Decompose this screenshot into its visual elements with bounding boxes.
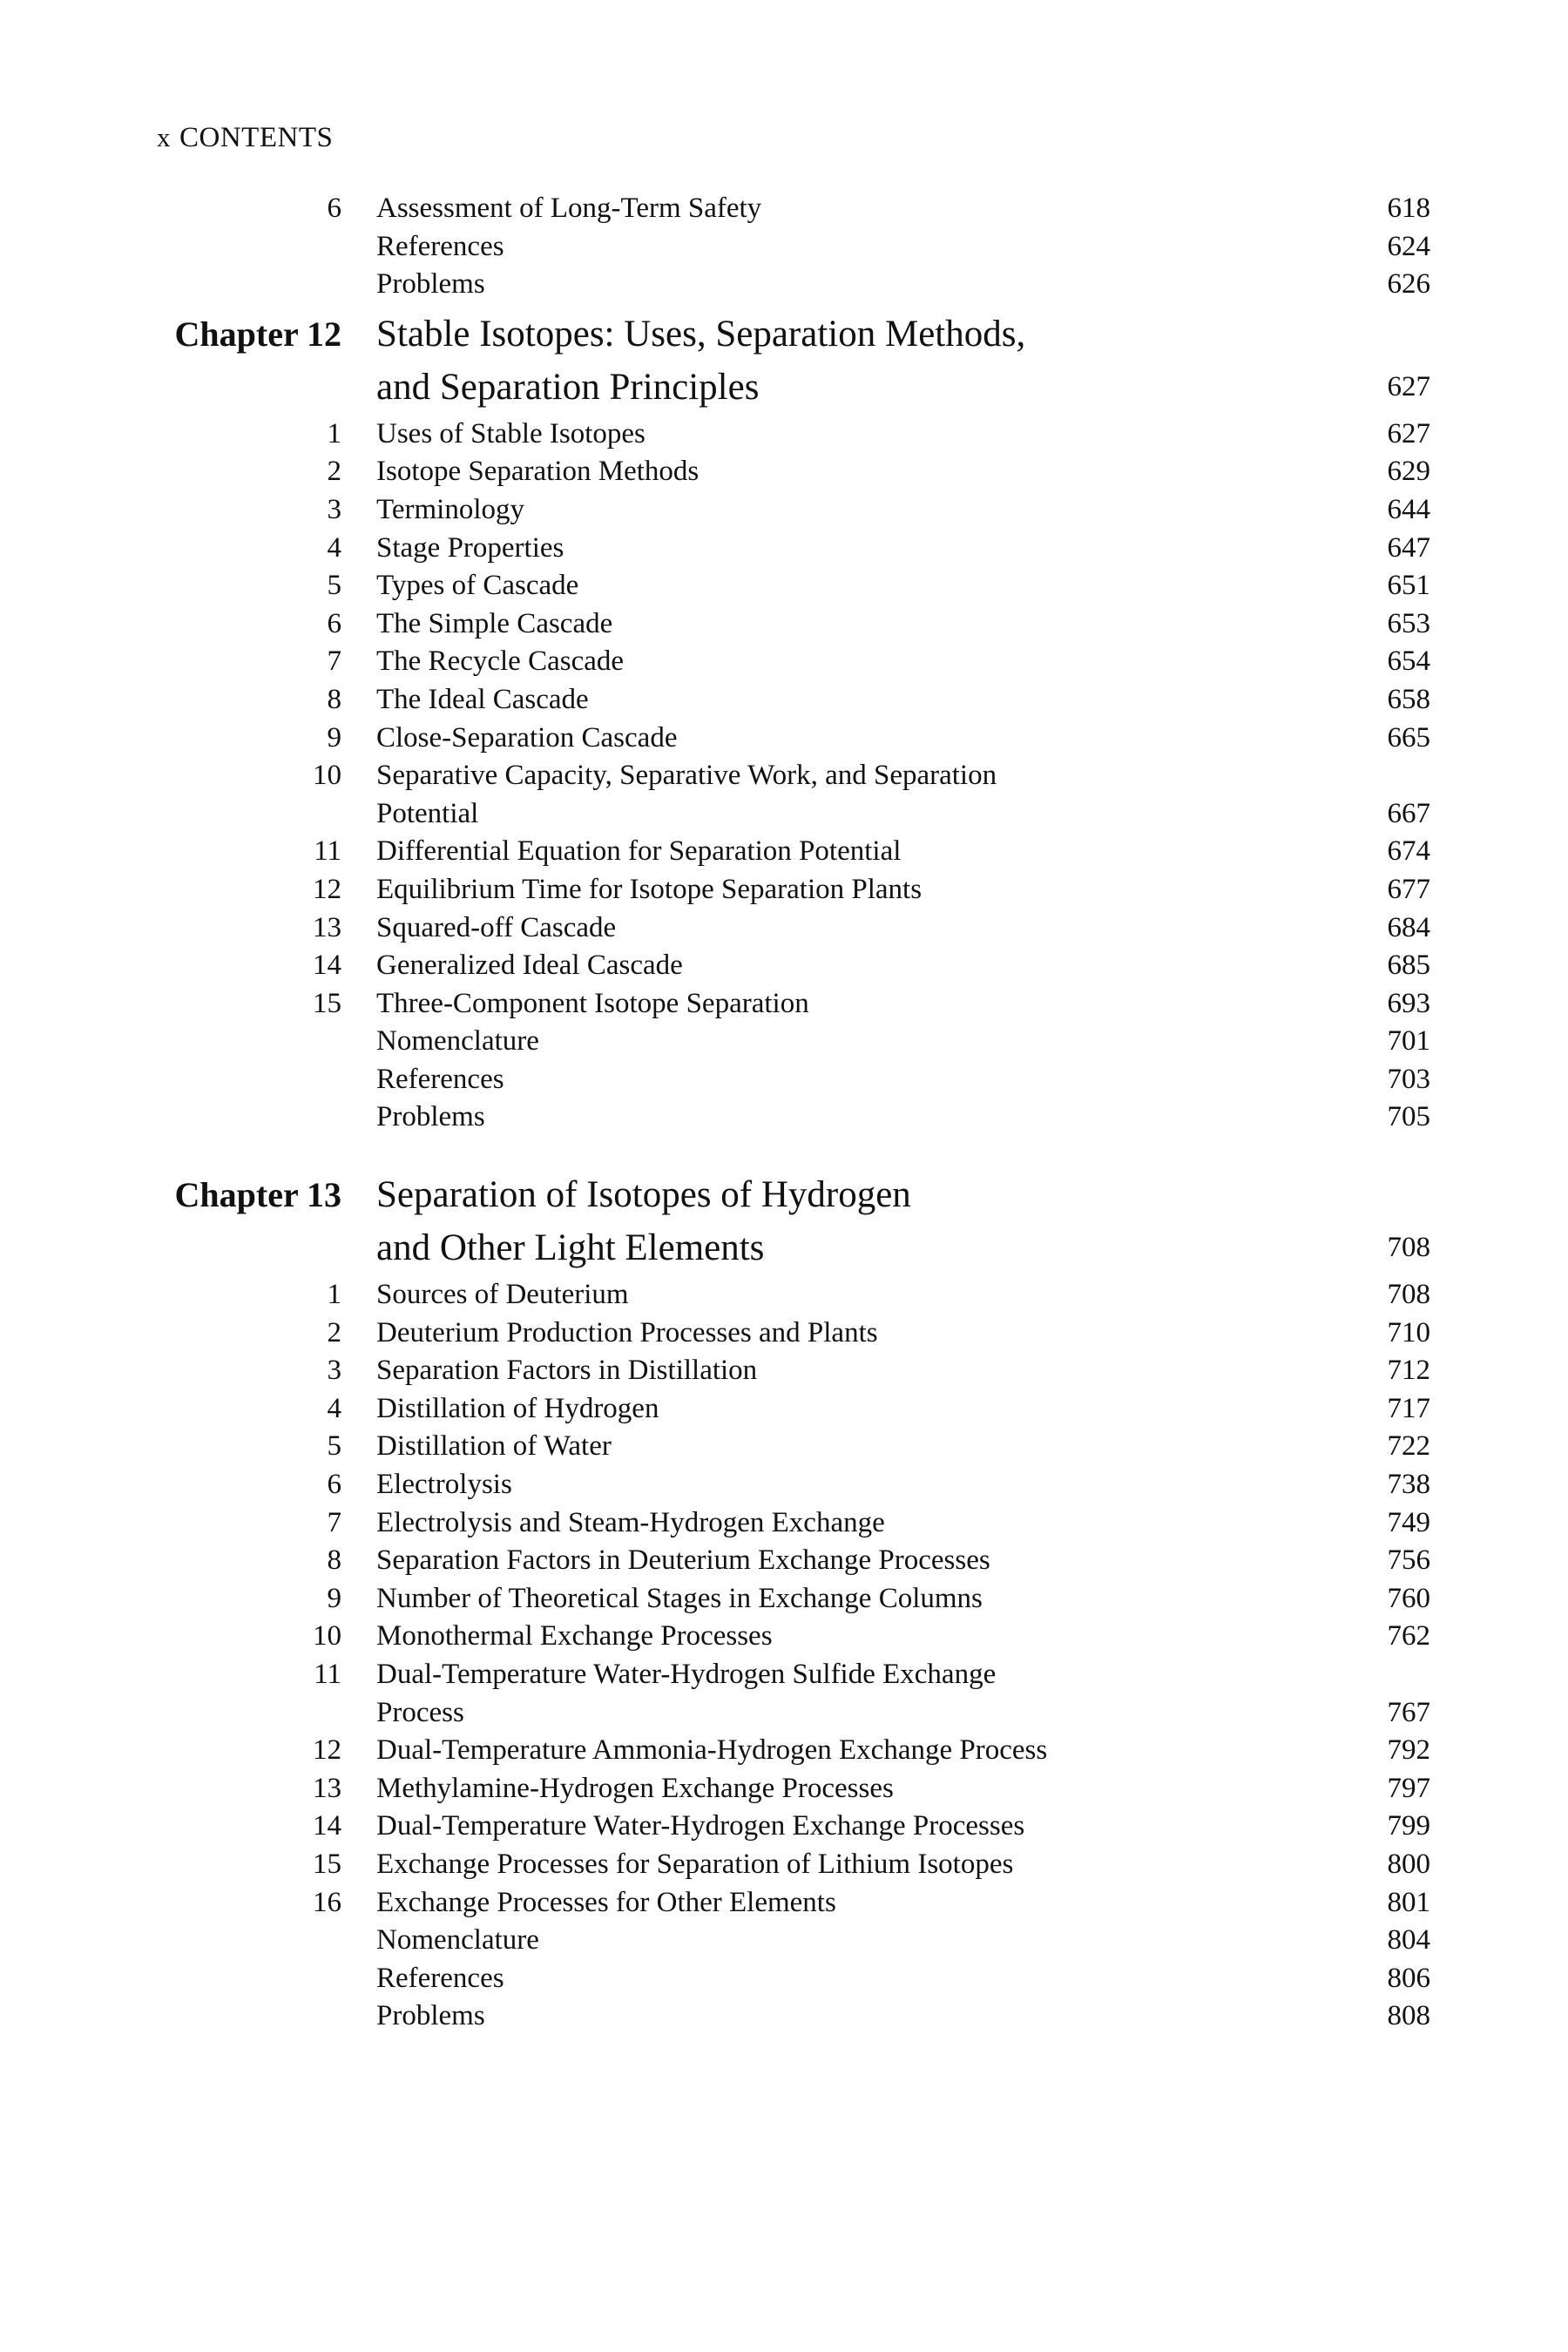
toc-entry — [0, 1428, 1568, 1466]
toc-entry — [0, 681, 1568, 720]
section-page-number: 712 — [1387, 1355, 1430, 1387]
section-title-line-1: Methylamine-Hydrogen Exchange Processes — [376, 1772, 894, 1804]
section-title — [376, 1023, 539, 1061]
chapter-page-number: 627 — [1387, 370, 1430, 402]
section-title — [376, 1098, 485, 1137]
toc-entry — [0, 1618, 1568, 1656]
section-page-number: 693 — [1387, 987, 1430, 1019]
section-number: 6 — [327, 1469, 341, 1501]
section-title — [376, 1542, 990, 1580]
section-title — [376, 1428, 612, 1466]
preamble-entries — [0, 190, 1568, 304]
toc-entry — [0, 643, 1568, 681]
section-number: 1 — [327, 417, 341, 449]
section-page-number: 701 — [1387, 1025, 1430, 1058]
section-page-number: 749 — [1387, 1506, 1430, 1538]
section-title-line-1: References — [376, 230, 504, 262]
section-title — [376, 605, 612, 644]
section-page-number: 762 — [1387, 1620, 1430, 1652]
toc-entry — [0, 1061, 1568, 1099]
section-title-line-1: References — [376, 1962, 504, 1994]
section-title-line-1: Terminology — [376, 493, 524, 525]
section-title — [376, 1315, 878, 1353]
section-page-number: 792 — [1387, 1734, 1430, 1767]
chapter-title-line-2: and Other Light Elements — [376, 1227, 765, 1269]
toc-entry — [0, 1732, 1568, 1770]
section-page-number: 654 — [1387, 645, 1430, 678]
section-page-number: 647 — [1387, 531, 1430, 564]
chapter-13-heading — [0, 1168, 1568, 1274]
toc-entry — [0, 1846, 1568, 1884]
section-page-number: 800 — [1387, 1848, 1430, 1880]
toc-entry — [0, 833, 1568, 871]
section-title — [376, 190, 761, 228]
toc-entry — [0, 871, 1568, 909]
section-page-number: 767 — [1387, 1696, 1430, 1728]
section-title-line-1: Three-Component Isotope Separation — [376, 987, 809, 1019]
toc-entry — [0, 985, 1568, 1024]
section-number: 9 — [327, 1582, 341, 1614]
section-number: 5 — [327, 570, 341, 602]
section-number: 15 — [313, 1848, 341, 1880]
toc-entry — [0, 190, 1568, 228]
section-title-line-1: Exchange Processes for Separation of Lithium Isotopes — [376, 1848, 1014, 1880]
chapter-13-sections — [0, 1276, 1568, 2036]
section-title — [376, 1352, 757, 1390]
section-title-line-1: The Simple Cascade — [376, 607, 613, 639]
section-number: 10 — [313, 1620, 341, 1652]
chapter-page-number: 708 — [1387, 1232, 1430, 1264]
section-title — [376, 1390, 659, 1429]
toc-entry — [0, 1315, 1568, 1353]
section-page-number: 806 — [1387, 1962, 1430, 1994]
section-title-line-1: Nomenclature — [376, 1025, 539, 1058]
running-head — [157, 122, 333, 154]
section-page-number: 760 — [1387, 1582, 1430, 1614]
chapter-label: Chapter 13 — [174, 1175, 341, 1215]
section-title — [376, 1808, 1024, 1846]
section-page-number: 651 — [1387, 570, 1430, 602]
section-title — [376, 643, 624, 681]
toc-entry — [0, 1656, 1568, 1732]
toc-entry — [0, 720, 1568, 758]
section-title — [376, 1618, 773, 1656]
toc-entry — [0, 567, 1568, 605]
section-title-line-1: Distillation of Water — [376, 1430, 612, 1463]
section-title — [376, 720, 677, 758]
section-title-line-1: Generalized Ideal Cascade — [376, 950, 683, 982]
section-number: 7 — [327, 645, 341, 678]
section-page-number: 629 — [1387, 456, 1430, 488]
section-title-line-1: Close-Separation Cascade — [376, 721, 678, 754]
section-title — [376, 1884, 836, 1923]
section-title-line-1: Dual-Temperature Water-Hydrogen Exchange Processes — [376, 1810, 1025, 1842]
section-title — [376, 681, 589, 720]
section-title-line-1: Deuterium Production Processes and Plants — [376, 1316, 878, 1348]
section-page-number: 684 — [1387, 911, 1430, 943]
section-title-line-1: Problems — [376, 1101, 485, 1133]
chapter-title-line-1: Separation of Isotopes of Hydrogen — [376, 1174, 911, 1216]
section-number: 4 — [327, 1392, 341, 1424]
section-page-number: 797 — [1387, 1772, 1430, 1804]
section-title — [376, 1922, 539, 1960]
section-page-number: 644 — [1387, 493, 1430, 525]
section-title — [376, 833, 901, 871]
section-title-line-1: Distillation of Hydrogen — [376, 1392, 659, 1424]
section-title — [376, 530, 564, 568]
toc-entry — [0, 1808, 1568, 1846]
toc-entry — [0, 947, 1568, 985]
chapter-title-line-1: Stable Isotopes: Uses, Separation Methods, — [376, 313, 1026, 355]
section-number: 12 — [313, 873, 341, 905]
toc-entry — [0, 416, 1568, 454]
section-number: 2 — [327, 456, 341, 488]
toc-entry — [0, 1466, 1568, 1504]
section-title — [376, 1656, 996, 1732]
section-title — [376, 1960, 504, 1998]
section-title-line-1: The Recycle Cascade — [376, 645, 625, 678]
section-number: 16 — [313, 1886, 341, 1918]
section-title — [376, 1276, 629, 1315]
toc-entry — [0, 1504, 1568, 1543]
toc-entry — [0, 266, 1568, 304]
section-number: 4 — [327, 531, 341, 564]
section-page-number: 653 — [1387, 607, 1430, 639]
section-page-number: 804 — [1387, 1924, 1430, 1957]
section-title-line-1: Number of Theoretical Stages in Exchange Columns — [376, 1582, 983, 1614]
toc-entry — [0, 228, 1568, 267]
section-page-number: 708 — [1387, 1279, 1430, 1311]
section-title-line-1: Differential Equation for Separation Potential — [376, 835, 902, 868]
section-title-line-1: Dual-Temperature Water-Hydrogen Sulfide Exchange — [376, 1659, 997, 1690]
section-page-number: 799 — [1387, 1810, 1430, 1842]
toc-entry — [0, 1960, 1568, 1998]
page-number-roman: x — [157, 122, 171, 152]
section-page-number: 808 — [1387, 2000, 1430, 2032]
section-title-line-1: References — [376, 1063, 504, 1095]
toc-entry — [0, 605, 1568, 644]
section-title-line-1: Sources of Deuterium — [376, 1279, 629, 1311]
section-number: 6 — [327, 193, 341, 224]
section-number: 3 — [327, 1355, 341, 1387]
section-title-line-1: Electrolysis — [376, 1469, 512, 1501]
chapter-12-sections — [0, 416, 1568, 1137]
section-page-number: 801 — [1387, 1886, 1430, 1918]
section-number: 15 — [313, 987, 341, 1019]
section-title-line-1: Separative Capacity, Separative Work, and Separation — [376, 760, 997, 792]
section-title — [376, 1580, 983, 1619]
section-number: 12 — [313, 1734, 341, 1767]
section-title-line-1: Assessment of Long-Term Safety — [376, 193, 762, 224]
section-title — [376, 947, 683, 985]
section-title-line-1: Equilibrium Time for Isotope Separation Plants — [376, 873, 923, 905]
section-title-line-1: Separation Factors in Distillation — [376, 1355, 758, 1387]
section-title-line-1: Types of Cascade — [376, 570, 579, 602]
toc-entry — [0, 757, 1568, 833]
section-number: 11 — [314, 1659, 341, 1690]
section-page-number: 618 — [1387, 193, 1430, 224]
section-title-line-1: Exchange Processes for Other Elements — [376, 1886, 836, 1918]
section-page-number: 722 — [1387, 1430, 1430, 1463]
section-title-line-1: Nomenclature — [376, 1924, 539, 1957]
section-number: 13 — [313, 911, 341, 943]
section-title — [376, 1466, 512, 1504]
toc-entry — [0, 1997, 1568, 2036]
running-head-label: CONTENTS — [179, 122, 334, 153]
section-page-number: 685 — [1387, 950, 1430, 982]
section-page-number: 665 — [1387, 721, 1430, 754]
section-page-number: 717 — [1387, 1392, 1430, 1424]
section-title-line-1: Uses of Stable Isotopes — [376, 417, 645, 449]
section-number: 3 — [327, 493, 341, 525]
section-page-number: 738 — [1387, 1469, 1430, 1501]
section-number: 14 — [313, 1810, 341, 1842]
section-title — [376, 266, 485, 304]
section-title-line-1: Separation Factors in Deuterium Exchange Processes — [376, 1544, 990, 1577]
section-number: 8 — [327, 1544, 341, 1577]
section-title — [376, 567, 578, 605]
section-title — [376, 491, 524, 530]
toc-entry — [0, 1580, 1568, 1619]
toc-entry — [0, 1390, 1568, 1429]
section-number: 8 — [327, 683, 341, 715]
section-number: 5 — [327, 1430, 341, 1463]
section-title — [376, 757, 997, 833]
section-title — [376, 985, 809, 1024]
section-title-line-2: Process — [376, 1696, 464, 1728]
section-page-number: 626 — [1387, 268, 1430, 301]
toc-entry — [0, 909, 1568, 948]
chapter-12-heading — [0, 308, 1568, 414]
chapter-title-line-2: and Separation Principles — [376, 366, 760, 408]
section-number: 14 — [313, 950, 341, 982]
section-number: 10 — [313, 760, 341, 792]
section-number: 9 — [327, 721, 341, 754]
toc-entry — [0, 453, 1568, 491]
toc-entry — [0, 491, 1568, 530]
section-title-line-1: Problems — [376, 268, 485, 301]
section-number: 13 — [313, 1772, 341, 1804]
section-title — [376, 416, 645, 454]
section-title — [376, 1846, 1013, 1884]
section-page-number: 674 — [1387, 835, 1430, 868]
section-number: 11 — [314, 835, 341, 868]
section-page-number: 667 — [1387, 797, 1430, 829]
section-title — [376, 1504, 885, 1543]
toc-entry — [0, 1542, 1568, 1580]
section-title-line-1: The Ideal Cascade — [376, 683, 589, 715]
section-page-number: 756 — [1387, 1544, 1430, 1577]
section-title — [376, 228, 504, 267]
section-page-number: 703 — [1387, 1063, 1430, 1095]
toc-entry — [0, 1770, 1568, 1808]
section-number: 2 — [327, 1316, 341, 1348]
section-title — [376, 1770, 894, 1808]
chapter-title — [376, 1168, 911, 1274]
section-title — [376, 909, 616, 948]
chapter-title — [376, 308, 1025, 414]
table-of-contents — [0, 190, 1568, 2036]
toc-entry — [0, 1276, 1568, 1315]
section-number: 7 — [327, 1506, 341, 1538]
section-page-number: 677 — [1387, 873, 1430, 905]
section-title-line-2: Potential — [376, 797, 479, 829]
toc-entry — [0, 1884, 1568, 1923]
section-page-number: 658 — [1387, 683, 1430, 715]
toc-entry — [0, 1922, 1568, 1960]
toc-entry — [0, 1352, 1568, 1390]
toc-entry — [0, 530, 1568, 568]
section-page-number: 705 — [1387, 1101, 1430, 1133]
chapter-label: Chapter 12 — [174, 314, 341, 354]
section-number: 6 — [327, 607, 341, 639]
section-number: 1 — [327, 1279, 341, 1311]
section-title-line-1: Electrolysis and Steam-Hydrogen Exchange — [376, 1506, 885, 1538]
section-page-number: 710 — [1387, 1316, 1430, 1348]
section-title-line-1: Stage Properties — [376, 531, 564, 564]
section-title — [376, 1997, 485, 2036]
section-title — [376, 453, 699, 491]
section-page-number: 627 — [1387, 417, 1430, 449]
section-title-line-1: Monothermal Exchange Processes — [376, 1620, 773, 1652]
section-title-line-1: Dual-Temperature Ammonia-Hydrogen Exchange Process — [376, 1734, 1048, 1767]
section-page-number: 624 — [1387, 230, 1430, 262]
toc-entry — [0, 1023, 1568, 1061]
toc-entry — [0, 1098, 1568, 1137]
section-title-line-1: Problems — [376, 2000, 485, 2032]
section-title — [376, 1061, 504, 1099]
section-title-line-1: Isotope Separation Methods — [376, 456, 700, 488]
section-title-line-1: Squared-off Cascade — [376, 911, 617, 943]
section-title — [376, 1732, 1047, 1770]
section-title — [376, 871, 922, 909]
